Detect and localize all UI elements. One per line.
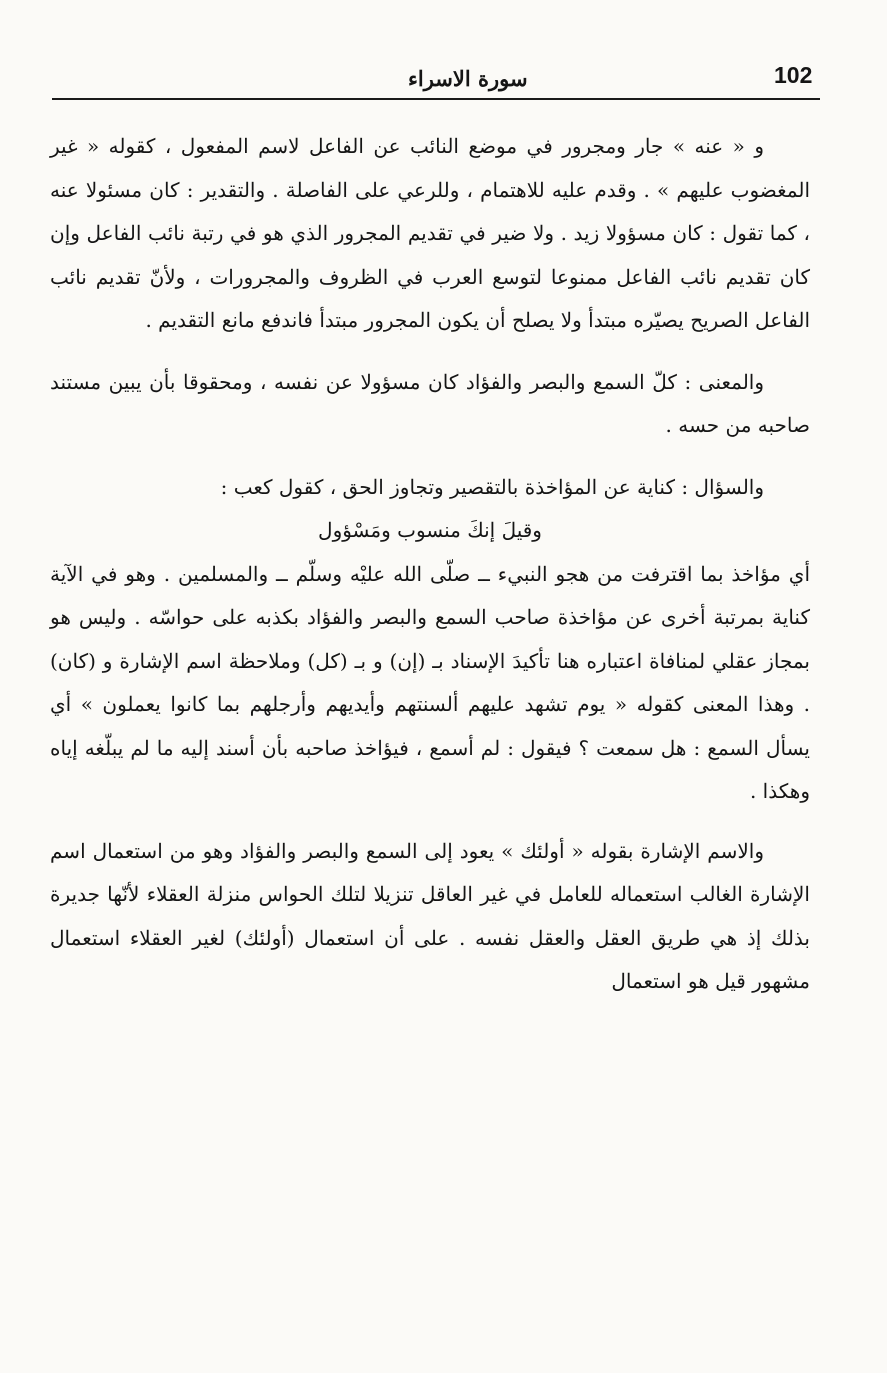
paragraph-meaning: والمعنى : كلّ السمع والبصر والفؤاد كان مسؤولا عن نفسه ، ومحقوقا بأن يبين مستند صاحبه من حسه .	[50, 369, 810, 437]
paragraph-question: والسؤال : كناية عن المؤاخذة بالتقصير وتجاوز الحق ، كقول كعب :	[220, 474, 764, 499]
paragraph-demonstrative: والاسم الإشارة بقوله « أولئك » يعود إلى السمع والبصر والفؤاد وهو من استعمال اسم الإشارة الغالب استعماله للعامل في غير العاقل تنزيلا لتلك الحواس منزلة العقلاء لأنّها جديرة بذلك إذ هي طريق العقل والعقل نفسه . على أن استعمال (أولئك) لغير العقلاء استعمال مشهور قيل هو استعمال	[50, 838, 810, 993]
paragraph-grammar: و « عنه » جار ومجرور في موضع النائب عن الفاعل لاسم المفعول ، كقوله « غير المغضوب عليهم » . وقدم عليه للاهتمام ، وللرعي على الفاصلة . والتقدير : كان مسئولا عنه ، كما تقول : كان مسؤولا زيد . ولا ضير في تقديم المجرور الذي هو في رتبة نائب الفاعل وإن كان تقديم نائب الفاعل ممنوعا لتوسع العرب في الظروف والمجرورات ، ولأنّ تقديم نائب الفاعل الصريح يصيّره مبتدأ ولا يصلح أن يكون المجرور مبتدأ فاندفع مانع التقديم .	[50, 134, 810, 332]
page-header	[52, 58, 820, 100]
running-title: سورة الاسراء	[408, 66, 528, 91]
page-body	[50, 125, 810, 1004]
page-number: 102	[774, 62, 813, 88]
paragraph-accountability: أي مؤاخذ بما اقترفت من هجو النبيء ــ صلّى الله عليْه وسلّم ــ والمسلمين . وهو في الآية كناية بمرتبة أخرى عن مؤاخذة صاحب السمع والبصر والفؤاد بكذبه على حواسّه . وليس هو بمجاز عقلي لمنافاة اعتباره هنا تأكيدَ الإسناد بـ (إن) و بـ (كل) وملاحظة اسم الإشارة و (كان) . وهذا المعنى كقوله « يوم تشهد عليهم ألسنتهم وأيديهم وأرجلهم بما كانوا يعملون » أي يسأل السمع : هل سمعت ؟ فيقول : لم أسمع ، فيؤاخذ صاحبه بأن أسند إليه ما لم يبلّغه إياه وهكذا .	[50, 561, 810, 803]
poetry-verse: وقيلَ إنكَ منسوب ومَسْؤول	[318, 518, 542, 542]
